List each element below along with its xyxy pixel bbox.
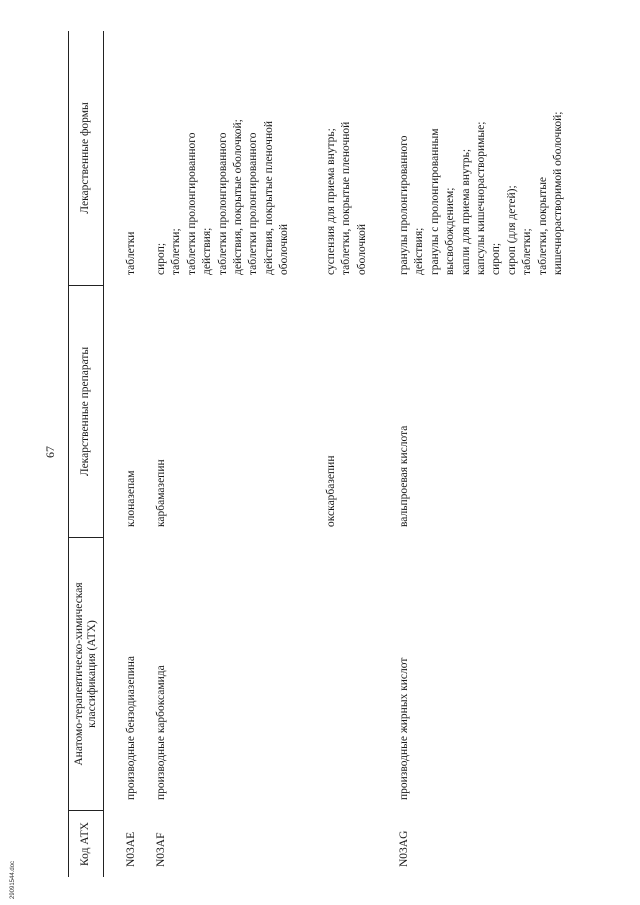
form-item: таблетки; (170, 228, 183, 275)
footer-file-code: 29091544.doc (10, 860, 16, 899)
form-item: действия, покрытые пленочной (262, 120, 275, 275)
form-item: оболочкой (355, 223, 368, 275)
row-drug: карбамазепин (155, 459, 167, 527)
form-item: гранулы пролонгированного (398, 135, 410, 275)
row-drug: окскарбазепин (325, 455, 337, 527)
row-forms (397, 112, 566, 275)
form-item: суспензия для приема внутрь; (325, 128, 337, 275)
header-code: Код АТХ (79, 822, 92, 866)
form-item: гранулы с пролонгированным (428, 128, 441, 275)
form-item: капсулы кишечнорастворимые; (475, 121, 488, 275)
form-item: таблетки пролонгированного (247, 132, 260, 275)
form-item: таблетки; (521, 228, 534, 275)
row-code: N03AG (398, 830, 410, 867)
atc-table (68, 31, 640, 877)
row-drug: вальпроевая кислота (398, 425, 410, 527)
row-forms (154, 119, 293, 275)
form-item: кишечнорастворимой оболочкой; (552, 111, 565, 275)
header-classification: Анатомо-терапевтическо-химическая классификация (АТХ) (72, 582, 98, 766)
row-classification: производные бензодиазепина (125, 655, 137, 800)
header-drugs: Лекарственные препараты (79, 346, 92, 477)
form-item: сироп (для детей); (505, 185, 518, 275)
form-item: сироп; (490, 242, 503, 275)
page-number: 67 (43, 446, 57, 458)
form-item: таблетки, покрытые (536, 176, 549, 275)
form-item: действия; (201, 227, 214, 275)
form-item: высвобождением; (444, 187, 457, 275)
row-classification: производные жирных кислот (398, 657, 410, 800)
row-code: N03AF (155, 832, 167, 867)
row-code: N03AE (125, 831, 137, 867)
row-forms (324, 122, 370, 275)
form-item: таблетки пролонгированного (216, 132, 229, 275)
form-item: таблетки (125, 231, 137, 275)
form-item: таблетки пролонгированного (185, 132, 198, 275)
form-item: действия; (413, 227, 426, 275)
row-forms (124, 232, 139, 275)
form-item: таблетки, покрытые пленочной (340, 121, 353, 275)
header-forms: Лекарственные формы (79, 102, 92, 214)
table-header (69, 31, 104, 877)
form-item: действия, покрытые оболочкой; (232, 119, 245, 275)
form-item: сироп; (155, 242, 167, 275)
row-drug: клоназепам (125, 470, 137, 527)
form-item: капли для приема внутрь; (459, 148, 472, 275)
form-item: оболочкой (278, 223, 291, 275)
row-classification: производные карбоксамида (155, 665, 167, 800)
